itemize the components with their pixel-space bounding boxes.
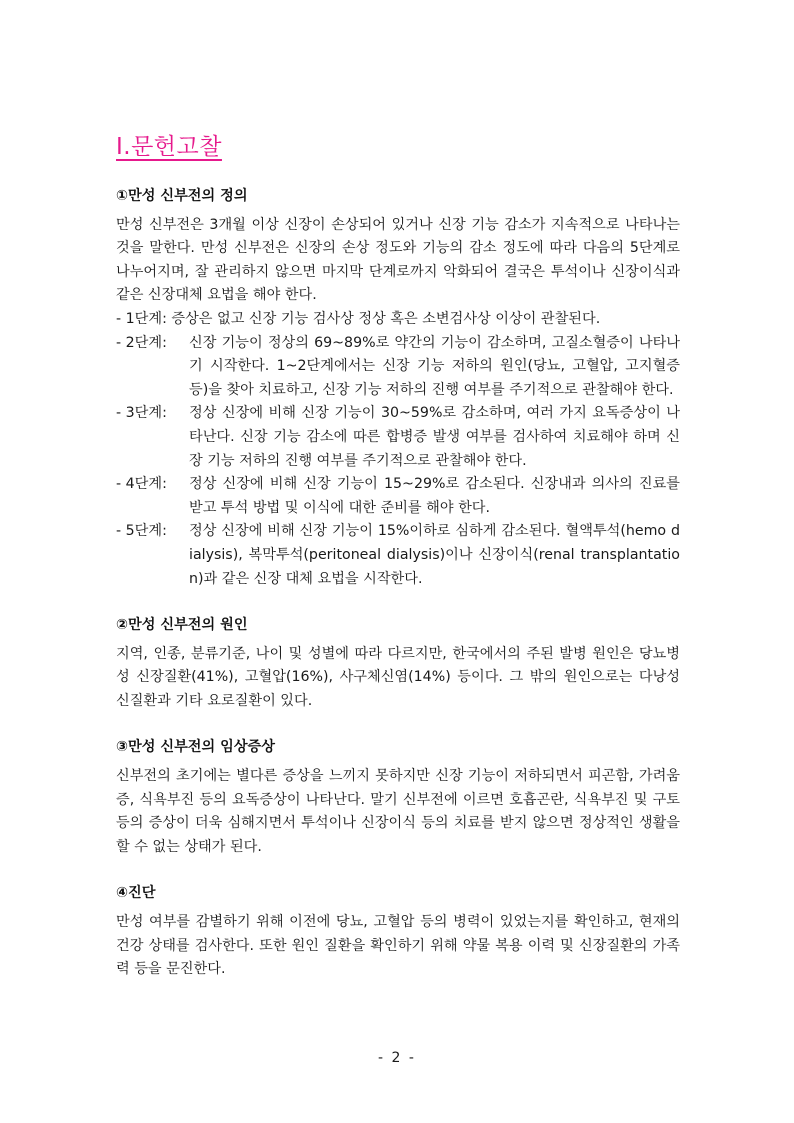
section-diagnosis (116, 882, 680, 981)
page-number: - 2 - (378, 1050, 416, 1066)
section-paragraph: 지역, 인종, 분류기준, 나이 및 성별에 따라 다르지만, 한국에서의 주된 발병 원인은 당뇨병성 신장질환(41%), 고혈압(16%), 사구체신염(14%) 등이다. 그 밖의 원인으로는 다낭성 신질환과 기타 요로질환이 있다. (116, 645, 680, 709)
stage-list (116, 308, 680, 591)
stage-item (116, 402, 680, 473)
stage-text: 신장 기능이 정상의 69~89%로 약간의 기능이 감소하며, 고질소혈증이 나타나기 시작한다. 1~2단계에서는 신장 기능 저하의 원인(당뇨, 고혈압, 고지혈증 등)을 찾아 치료하고, 신장 기능 저하의 진행 여부를 주기적으로 관찰해야 한다. (189, 334, 680, 398)
stage-text: 정상 신장에 비해 신장 기능이 30~59%로 감소하며, 여러 가지 요독증상이 나타난다. 신장 기능 감소에 따른 합병증 발생 여부를 검사하여 치료해야 하며 신장 기능 저하의 진행 여부를 주기적으로 관찰해야 한다. (189, 405, 680, 469)
section-heading: ②만성 신부전의 원인 (116, 617, 248, 634)
section-heading: ④진단 (116, 885, 156, 902)
section-heading: ③만성 신부전의 임상증상 (116, 739, 275, 756)
stage-text: 정상 신장에 비해 신장 기능이 15~29%로 감소된다. 신장내과 의사의 진료를 받고 투석 방법 및 이식에 대한 준비를 해야 한다. (189, 476, 680, 516)
section-symptoms (116, 736, 680, 859)
section-causes (116, 614, 680, 713)
stage-label: - 5단계: (116, 523, 167, 540)
stage-text: 증상은 없고 신장 기능 검사상 정상 혹은 소변검사상 이상이 관찰된다. (171, 310, 601, 327)
section-paragraph: 만성 여부를 감별하기 위해 이전에 당뇨, 고혈압 등의 병력이 있었는지를 확인하고, 현재의 건강 상태를 검사한다. 또한 원인 질환을 확인하기 위해 약물 복용 이력 및 신장질환의 가족력 등을 문진한다. (116, 914, 680, 978)
page-title: Ⅰ.문헌고찰 (116, 134, 222, 160)
section-paragraph: 신부전의 초기에는 별다른 증상을 느끼지 못하지만 신장 기능이 저하되면서 피곤함, 가려움증, 식욕부진 등의 요독증상이 나타난다. 말기 신부전에 이르면 호흡곤란, 식욕부진 및 구토 등의 증상이 더욱 심해지면서 투석이나 신장이식 등의 치료를 받지 않으면 정상적인 생활을 할 수 없는 상태가 된다. (116, 768, 680, 855)
stage-text: 정상 신장에 비해 신장 기능이 15%이하로 심하게 감소된다. 혈액투석(hemo dialysis), 복막투석(peritoneal dialysis)이나 신장이식(renal transplantation)과 같은 신장 대체 요법을 시작한다. (189, 523, 680, 587)
stage-item (116, 332, 680, 403)
stage-item (116, 473, 680, 520)
stage-label: - 4단계: (116, 476, 167, 493)
section-definition (116, 185, 680, 591)
section-paragraph: 만성 신부전은 3개월 이상 신장이 손상되어 있거나 신장 기능 감소가 지속적으로 나타나는 것을 말한다. 만성 신부전은 신장의 손상 정도와 기능의 감소 정도에 따라 다음의 5단계로 나누어지며, 잘 관리하지 않으면 마지막 단계로까지 악화되어 결국은 투석이나 신장이식과 같은 신장대체 요법을 해야 한다. (116, 216, 680, 304)
stage-label: - 3단계: (116, 405, 167, 422)
stage-item (116, 520, 680, 591)
stage-item (116, 308, 680, 332)
section-heading: ①만성 신부전의 정의 (116, 188, 248, 204)
stage-label: - 2단계: (116, 334, 167, 351)
document-body (116, 185, 680, 982)
stage-label: - 1단계: (116, 310, 172, 327)
